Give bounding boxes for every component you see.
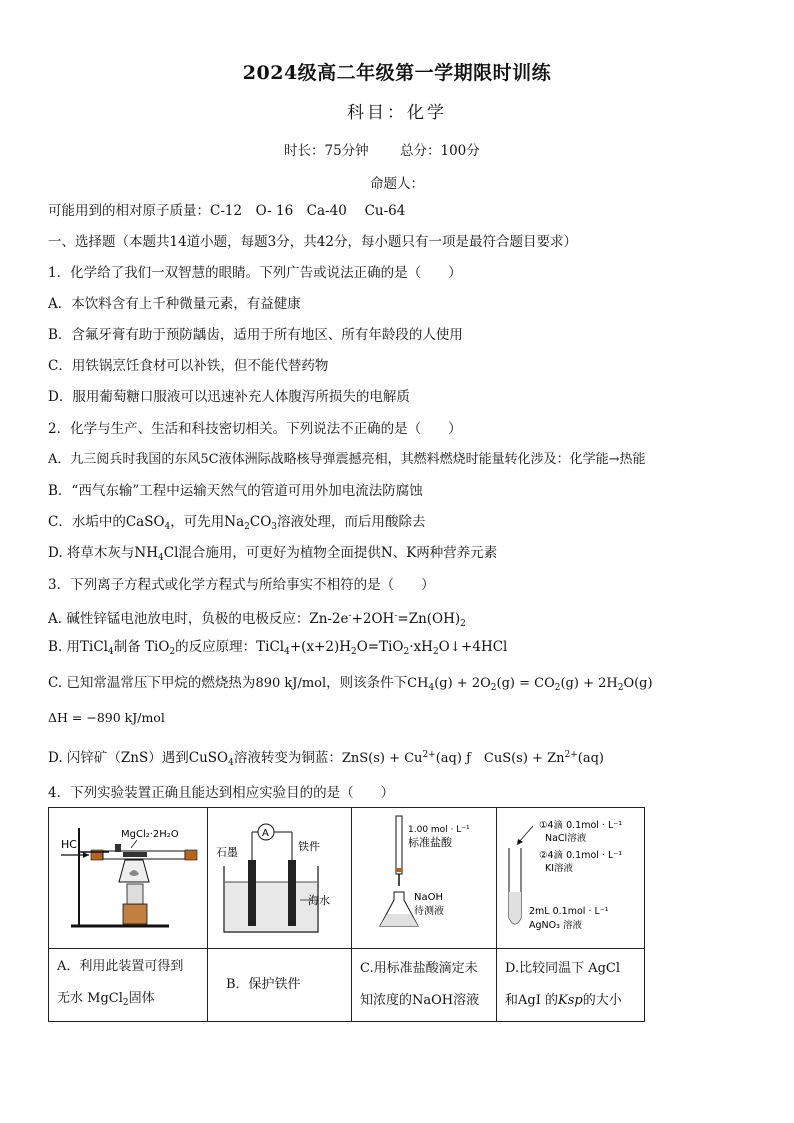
q2-option-b: B．“西气东输”工程中运输天然气的管道可用外加电流法防腐蚀 <box>48 483 423 499</box>
q2-stem: 2．化学与生产、生活和科技密切相关。下列说法不正确的是（ ） <box>48 421 462 437</box>
q4-stem: 4．下列实验装置正确且能达到相应实验目的的是（ ） <box>48 785 395 801</box>
figure-b-cell <box>208 808 352 949</box>
fig-d-step2-label: ②4滴 0.1mol · L⁻¹ <box>539 850 623 861</box>
electrolysis-protection-diagram <box>208 808 352 944</box>
fig-d-step1-label: ①4滴 0.1mol · L⁻¹ <box>539 820 623 831</box>
fig-a-reagent-label: MgCl₂·2H₂O <box>121 829 179 840</box>
heating-apparatus-diagram <box>49 808 208 944</box>
q2-option-c: C．水垢中的CaSO$_4$，可先用$Na_2CO_3$溶液处理，而后用酸除去 <box>48 514 426 532</box>
figure-c-cell <box>352 808 497 949</box>
fig-c-base-sample-label: 待测液 <box>414 906 444 917</box>
q3-option-c-dh: ΔH = −890 kJ/mol <box>48 710 165 725</box>
figure-d-cell <box>497 808 645 949</box>
duration: 时长：75分钟 <box>284 143 369 159</box>
option-d-caption: D.比较同温下 AgCl 和AgI 的Ksp的大小 <box>497 949 645 1022</box>
atomic-masses: 可能用到的相对原子质量：C-12 O- 16 Ca-40 Cu-64 <box>48 203 406 219</box>
q3-option-b: B. 用TiCl$_4$制备 TiO$_2$的反应原理：$TiCl_4+(x+2)H_2O=TiO_2\cdot xH_2O↓+4HCl$ <box>48 639 508 657</box>
fig-c-base-label: NaOH <box>414 892 443 903</box>
fig-c-acid-label: 标准盐酸 <box>408 836 452 849</box>
fig-d-step1-solution: NaCl溶液 <box>545 833 587 844</box>
fig-c-conc-label: 1.00 mol · L⁻¹ <box>408 825 470 835</box>
q3-option-a: A. 碱性锌锰电池放电时，负极的电极反应：$Zn-2e^-+2OH^-=Zn(OH)_2$ <box>48 611 466 629</box>
titration-diagram <box>352 808 497 944</box>
q3-stem: 3．下列离子方程式或化学方程式与所给事实不相符的是（ ） <box>48 577 435 593</box>
fig-b-meter-label: A <box>262 828 269 839</box>
section-title: 一、选择题（本题共14道小题，每题3分，共42分，每小题只有一项是最符合题目要求） <box>48 234 577 250</box>
q1-option-d: D．服用葡萄糖口服液可以迅速补充人体腹泻所损失的电解质 <box>48 389 410 405</box>
page-title: 2024级高二年级第一学期限时训练 <box>242 62 552 84</box>
fig-d-reagent-label: 2mL 0.1mol · L⁻¹ <box>529 906 609 917</box>
q1-option-a: A．本饮料含有上千种微量元素，有益健康 <box>48 296 301 312</box>
fig-a-hcl-label: HCl <box>61 838 81 851</box>
q2-option-a: A．九三阅兵时我国的东风5C液体洲际战略核导弹震撼亮相，其燃料燃烧时能量转化涉及：化学能→热能 <box>48 452 646 467</box>
q3-option-d: D. 闪锌矿（ZnS）遇到CuSO$_4$溶液转变为铜蓝：$ZnS(s) + Cu^{2+}(aq)$ ƒ $CuS(s) + Zn^{2+}(aq)$ <box>48 750 604 768</box>
fig-b-graphite-label: 石墨 <box>216 846 238 859</box>
fig-d-reagent-solution: AgNO₃ 溶液 <box>529 920 582 931</box>
precipitation-test-diagram <box>497 808 645 944</box>
total-score: 总分：100分 <box>400 143 480 159</box>
q1-option-b: B．含氟牙膏有助于预防龋齿，适用于所有地区、所有年龄段的人使用 <box>48 327 463 343</box>
option-a-caption: A．利用此装置可得到 无水 MgCl$_2$固体 <box>49 949 208 1022</box>
q2-option-d: D. 将草木灰与$NH_4Cl$混合施用，可更好为植物全面提供N、K两种营养元素 <box>48 545 498 563</box>
option-b-caption: B．保护铁件 <box>208 949 352 1022</box>
q1-option-c: C．用铁锅烹饪食材可以补铁，但不能代替药物 <box>48 358 329 374</box>
q1-stem: 1．化学给了我们一双智慧的眼睛。下列广告或说法正确的是（ ） <box>48 265 462 281</box>
q4-experiment-table <box>48 807 645 1022</box>
subject: 科目：化学 <box>347 103 447 123</box>
fig-b-iron-label: 铁件 <box>298 840 320 853</box>
q3-option-c: C. 已知常温常压下甲烷的燃烧热为890 kJ/mol，则该条件下$CH_4(g) + 2O_2(g) = CO_2(g) + 2H_2O(g)$ <box>48 675 653 693</box>
fig-b-seawater-label: 海水 <box>308 894 330 907</box>
figure-a-cell <box>49 808 208 949</box>
author-line: 命题人： <box>370 176 424 192</box>
fig-d-step2-solution: KI溶液 <box>545 863 574 874</box>
option-c-caption: C.用标准盐酸滴定未 知浓度的NaOH溶液 <box>352 949 497 1022</box>
